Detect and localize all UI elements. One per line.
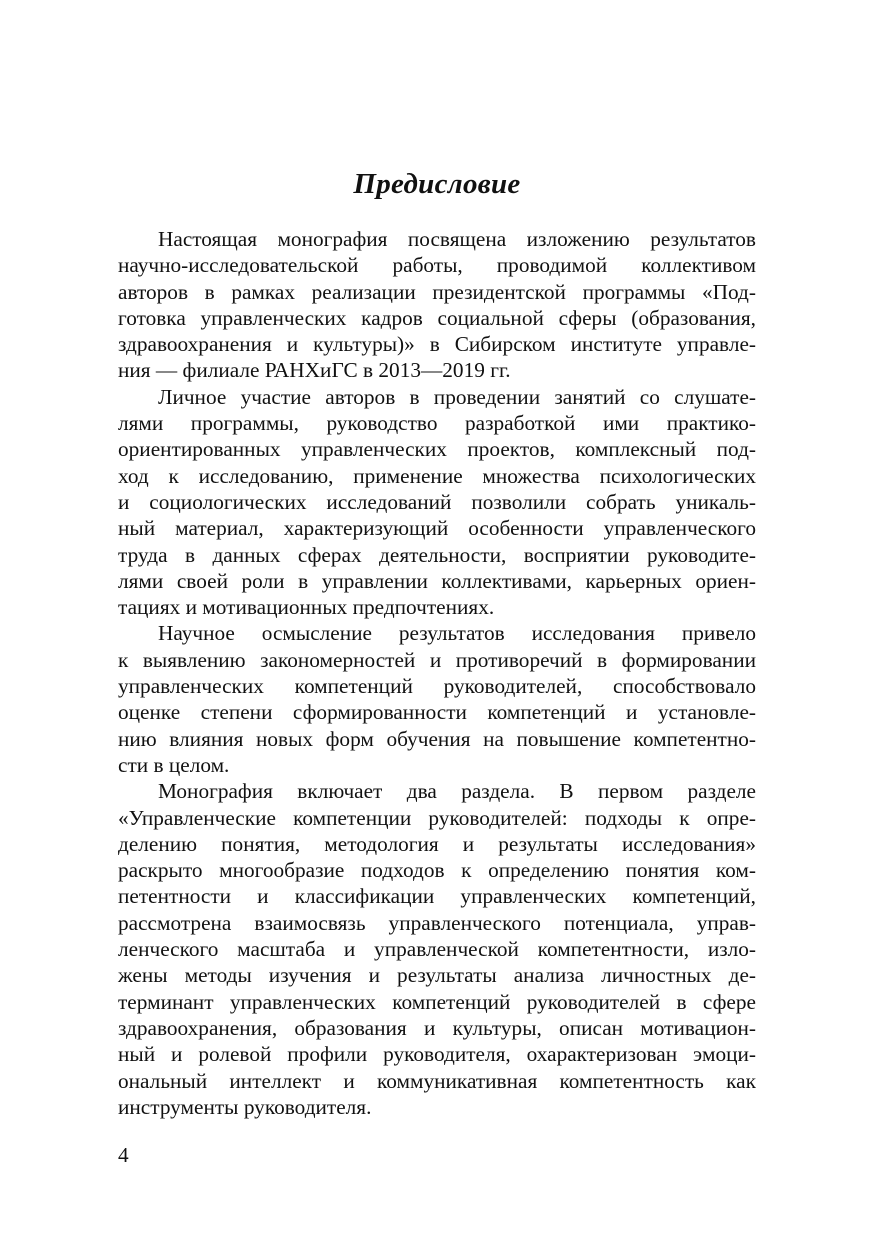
text-line: нию влияния новых форм обучения на повышение компетентно- [118, 726, 756, 751]
text-line: Личное участие авторов в проведении занятий со слушате- [158, 384, 756, 409]
text-line: лями программы, руководство разработкой ими практико- [118, 411, 756, 436]
text-line: оценке степени сформированности компетенций и установле- [118, 700, 756, 725]
text-line: инструменты руководителя. [118, 1094, 372, 1119]
text-line: к выявлению закономерностей и противоречий в формировании [118, 647, 756, 672]
paragraph-3 [118, 620, 756, 778]
text-line: «Управленческие компетенции руководителей: подходы к опре- [118, 805, 756, 830]
text-line: авторов в рамках реализации президентской программы «Под- [118, 279, 756, 304]
text-line: ориентированных управленческих проектов, комплексный под- [118, 437, 756, 462]
text-line: Настоящая монография посвящена изложению результатов [158, 227, 756, 251]
text-line: труда в данных сферах деятельности, восприятии руководите- [118, 542, 756, 567]
text-line: ленческого масштаба и управленческой компетентности, изло- [118, 937, 756, 962]
text-line: терминант управленческих компетенций руководителей в сфере [118, 989, 756, 1014]
text-line: управленческих компетенций руководителей, способствовало [118, 674, 756, 699]
body-text [118, 226, 756, 1120]
text-line: и социологических исследований позволили собрать уникаль- [118, 489, 756, 514]
text-line: сти в целом. [118, 752, 230, 777]
text-line: раскрыто многообразие подходов к определению понятия ком- [118, 858, 756, 883]
paragraph-4 [118, 778, 756, 1120]
page-number: 4 [118, 1143, 129, 1167]
paragraph-2 [118, 384, 756, 621]
text-line: Научное осмысление результатов исследования привело [158, 621, 756, 646]
text-line: здравоохранения, образования и культуры, описан мотивацион- [118, 1015, 756, 1040]
paragraph-1 [118, 226, 756, 384]
text-line: рассмотрена взаимосвязь управленческого потенциала, управ- [118, 910, 756, 935]
text-line: научно-исследовательской работы, проводимой коллективом [118, 253, 756, 278]
text-line: здравоохранения и культуры)» в Сибирском институте управле- [118, 332, 756, 357]
page-title: Предисловие [353, 168, 521, 200]
text-line: жены методы изучения и результаты анализа личностных де- [118, 963, 756, 988]
text-line: петентности и классификации управленческих компетенций, [118, 884, 756, 909]
text-line: делению понятия, методология и результаты исследования» [118, 831, 756, 856]
text-line: ход к исследованию, применение множества психологических [118, 463, 756, 488]
text-line: ный и ролевой профили руководителя, охарактеризован эмоци- [118, 1042, 756, 1067]
text-line: лями своей роли в управлении коллективами, карьерных ориен- [118, 568, 756, 593]
text-line: готовка управленческих кадров социальной сферы (образования, [118, 305, 756, 330]
text-line: ный материал, характеризующий особенности управленческого [118, 516, 756, 541]
text-line: тациях и мотивационных предпочтениях. [118, 595, 495, 620]
text-line: Монография включает два раздела. В первом разделе [158, 779, 756, 804]
text-line: ния — филиале РАНХиГС в 2013—2019 гг. [118, 358, 511, 383]
text-line: ональный интеллект и коммуникативная компетентность как [118, 1068, 756, 1093]
